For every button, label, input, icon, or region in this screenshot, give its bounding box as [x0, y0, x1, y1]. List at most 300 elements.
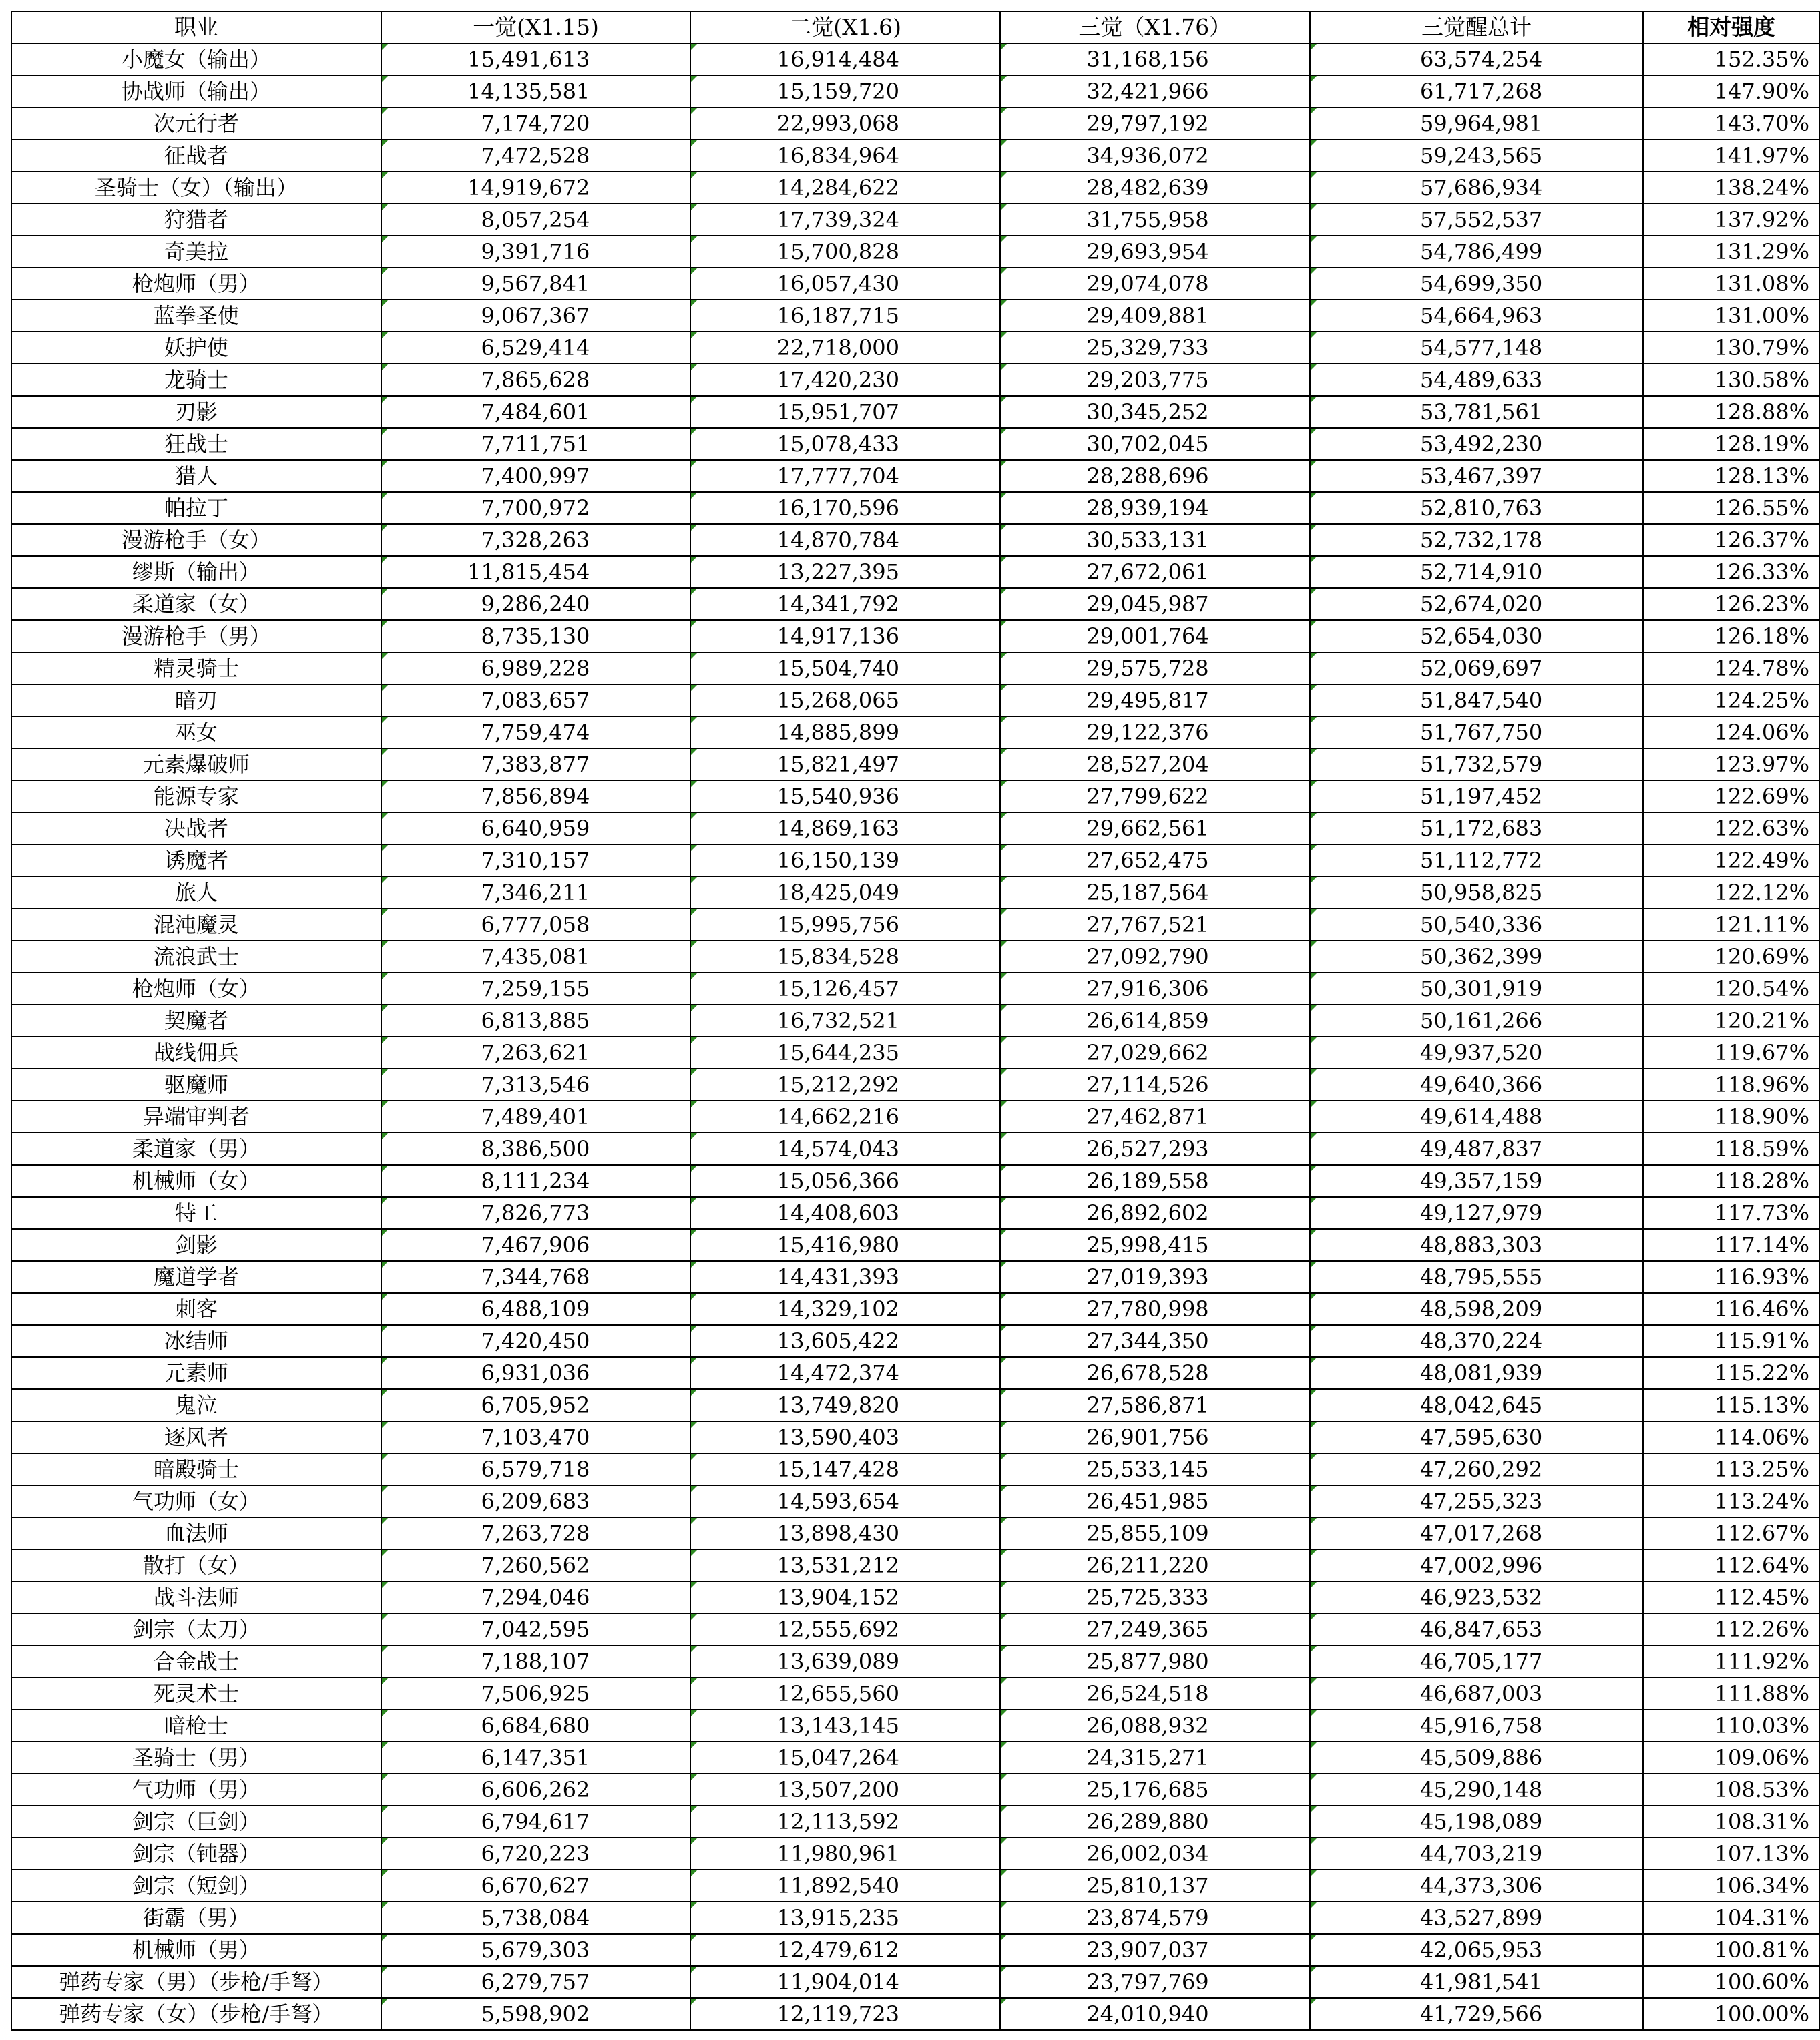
- cell-awakening-1[interactable]: 9,067,367: [381, 300, 691, 332]
- cell-class[interactable]: 血法师: [11, 1517, 381, 1549]
- header-relative-strength[interactable]: 相对强度: [1643, 11, 1819, 43]
- cell-awakening-3[interactable]: 23,797,769: [1000, 1966, 1310, 1998]
- cell-awakening-2[interactable]: 14,408,603: [690, 1197, 1000, 1229]
- cell-class[interactable]: 暗殿骑士: [11, 1453, 381, 1485]
- cell-total[interactable]: 50,161,266: [1310, 1005, 1644, 1037]
- cell-class[interactable]: 冰结师: [11, 1325, 381, 1357]
- cell-awakening-1[interactable]: 6,209,683: [381, 1485, 691, 1517]
- header-awakening-1[interactable]: 一觉(X1.15): [381, 11, 691, 43]
- cell-total[interactable]: 46,687,003: [1310, 1678, 1644, 1710]
- cell-class[interactable]: 战线佣兵: [11, 1037, 381, 1069]
- cell-awakening-1[interactable]: 11,815,454: [381, 556, 691, 588]
- cell-relative-strength[interactable]: 112.64%: [1643, 1549, 1819, 1581]
- cell-class[interactable]: 驱魔师: [11, 1069, 381, 1101]
- cell-awakening-2[interactable]: 12,119,723: [690, 1998, 1000, 2030]
- cell-awakening-2[interactable]: 15,821,497: [690, 748, 1000, 780]
- cell-class[interactable]: 龙骑士: [11, 364, 381, 396]
- cell-awakening-3[interactable]: 27,344,350: [1000, 1325, 1310, 1357]
- cell-awakening-3[interactable]: 26,527,293: [1000, 1133, 1310, 1165]
- cell-awakening-1[interactable]: 7,260,562: [381, 1549, 691, 1581]
- cell-awakening-1[interactable]: 6,529,414: [381, 332, 691, 364]
- cell-total[interactable]: 41,729,566: [1310, 1998, 1644, 2030]
- cell-awakening-2[interactable]: 15,700,828: [690, 236, 1000, 268]
- cell-class[interactable]: 战斗法师: [11, 1581, 381, 1613]
- cell-awakening-3[interactable]: 27,249,365: [1000, 1613, 1310, 1645]
- cell-awakening-2[interactable]: 15,056,366: [690, 1165, 1000, 1197]
- cell-awakening-3[interactable]: 27,586,871: [1000, 1389, 1310, 1421]
- cell-total[interactable]: 45,916,758: [1310, 1710, 1644, 1742]
- cell-class[interactable]: 混沌魔灵: [11, 909, 381, 941]
- cell-awakening-2[interactable]: 17,739,324: [690, 204, 1000, 236]
- cell-awakening-2[interactable]: 16,170,596: [690, 492, 1000, 524]
- cell-total[interactable]: 46,923,532: [1310, 1581, 1644, 1613]
- cell-total[interactable]: 51,197,452: [1310, 780, 1644, 812]
- cell-awakening-1[interactable]: 7,435,081: [381, 941, 691, 973]
- cell-relative-strength[interactable]: 123.97%: [1643, 748, 1819, 780]
- cell-class[interactable]: 逐风者: [11, 1421, 381, 1453]
- cell-awakening-3[interactable]: 26,451,985: [1000, 1485, 1310, 1517]
- cell-awakening-3[interactable]: 25,725,333: [1000, 1581, 1310, 1613]
- cell-relative-strength[interactable]: 112.45%: [1643, 1581, 1819, 1613]
- cell-total[interactable]: 53,781,561: [1310, 396, 1644, 428]
- cell-total[interactable]: 52,810,763: [1310, 492, 1644, 524]
- cell-class[interactable]: 气功师（男）: [11, 1774, 381, 1806]
- cell-awakening-2[interactable]: 14,870,784: [690, 524, 1000, 556]
- cell-total[interactable]: 53,467,397: [1310, 460, 1644, 492]
- cell-relative-strength[interactable]: 115.91%: [1643, 1325, 1819, 1357]
- cell-total[interactable]: 50,362,399: [1310, 941, 1644, 973]
- cell-awakening-1[interactable]: 7,400,997: [381, 460, 691, 492]
- cell-class[interactable]: 漫游枪手（男）: [11, 620, 381, 652]
- cell-total[interactable]: 47,255,323: [1310, 1485, 1644, 1517]
- cell-total[interactable]: 54,489,633: [1310, 364, 1644, 396]
- cell-class[interactable]: 街霸（男）: [11, 1902, 381, 1934]
- cell-total[interactable]: 51,172,683: [1310, 812, 1644, 844]
- cell-awakening-2[interactable]: 14,341,792: [690, 588, 1000, 620]
- cell-total[interactable]: 47,595,630: [1310, 1421, 1644, 1453]
- cell-awakening-1[interactable]: 6,813,885: [381, 1005, 691, 1037]
- cell-awakening-3[interactable]: 23,874,579: [1000, 1902, 1310, 1934]
- cell-awakening-2[interactable]: 12,113,592: [690, 1806, 1000, 1838]
- cell-relative-strength[interactable]: 118.90%: [1643, 1101, 1819, 1133]
- cell-awakening-3[interactable]: 29,045,987: [1000, 588, 1310, 620]
- cell-awakening-1[interactable]: 8,735,130: [381, 620, 691, 652]
- cell-class[interactable]: 异端审判者: [11, 1101, 381, 1133]
- cell-awakening-3[interactable]: 29,693,954: [1000, 236, 1310, 268]
- cell-awakening-3[interactable]: 29,203,775: [1000, 364, 1310, 396]
- cell-awakening-1[interactable]: 7,856,894: [381, 780, 691, 812]
- cell-relative-strength[interactable]: 122.12%: [1643, 876, 1819, 909]
- cell-relative-strength[interactable]: 120.54%: [1643, 973, 1819, 1005]
- cell-awakening-2[interactable]: 14,662,216: [690, 1101, 1000, 1133]
- cell-awakening-2[interactable]: 15,504,740: [690, 652, 1000, 684]
- cell-awakening-3[interactable]: 30,533,131: [1000, 524, 1310, 556]
- cell-relative-strength[interactable]: 120.21%: [1643, 1005, 1819, 1037]
- cell-awakening-3[interactable]: 30,702,045: [1000, 428, 1310, 460]
- cell-awakening-2[interactable]: 13,639,089: [690, 1645, 1000, 1678]
- cell-awakening-2[interactable]: 16,834,964: [690, 140, 1000, 172]
- cell-awakening-3[interactable]: 24,315,271: [1000, 1742, 1310, 1774]
- cell-awakening-1[interactable]: 15,491,613: [381, 43, 691, 75]
- cell-total[interactable]: 45,198,089: [1310, 1806, 1644, 1838]
- cell-awakening-2[interactable]: 15,268,065: [690, 684, 1000, 716]
- cell-total[interactable]: 45,509,886: [1310, 1742, 1644, 1774]
- cell-relative-strength[interactable]: 122.49%: [1643, 844, 1819, 876]
- cell-class[interactable]: 蓝拳圣使: [11, 300, 381, 332]
- cell-relative-strength[interactable]: 109.06%: [1643, 1742, 1819, 1774]
- cell-total[interactable]: 57,686,934: [1310, 172, 1644, 204]
- cell-total[interactable]: 48,598,209: [1310, 1293, 1644, 1325]
- cell-awakening-3[interactable]: 27,799,622: [1000, 780, 1310, 812]
- cell-total[interactable]: 49,357,159: [1310, 1165, 1644, 1197]
- cell-class[interactable]: 机械师（男）: [11, 1934, 381, 1966]
- cell-awakening-2[interactable]: 13,507,200: [690, 1774, 1000, 1806]
- cell-total[interactable]: 49,487,837: [1310, 1133, 1644, 1165]
- cell-awakening-3[interactable]: 27,029,662: [1000, 1037, 1310, 1069]
- cell-awakening-3[interactable]: 25,877,980: [1000, 1645, 1310, 1678]
- cell-awakening-2[interactable]: 11,980,961: [690, 1838, 1000, 1870]
- cell-awakening-3[interactable]: 27,767,521: [1000, 909, 1310, 941]
- cell-awakening-1[interactable]: 7,174,720: [381, 107, 691, 140]
- cell-relative-strength[interactable]: 117.73%: [1643, 1197, 1819, 1229]
- cell-total[interactable]: 51,767,750: [1310, 716, 1644, 748]
- cell-awakening-3[interactable]: 29,495,817: [1000, 684, 1310, 716]
- cell-awakening-1[interactable]: 7,759,474: [381, 716, 691, 748]
- cell-awakening-3[interactable]: 29,662,561: [1000, 812, 1310, 844]
- cell-awakening-1[interactable]: 6,579,718: [381, 1453, 691, 1485]
- cell-awakening-1[interactable]: 7,313,546: [381, 1069, 691, 1101]
- cell-awakening-3[interactable]: 31,755,958: [1000, 204, 1310, 236]
- cell-awakening-1[interactable]: 5,679,303: [381, 1934, 691, 1966]
- cell-relative-strength[interactable]: 122.63%: [1643, 812, 1819, 844]
- cell-awakening-2[interactable]: 11,904,014: [690, 1966, 1000, 1998]
- cell-awakening-3[interactable]: 25,810,137: [1000, 1870, 1310, 1902]
- cell-relative-strength[interactable]: 126.37%: [1643, 524, 1819, 556]
- cell-awakening-2[interactable]: 16,187,715: [690, 300, 1000, 332]
- cell-awakening-3[interactable]: 34,936,072: [1000, 140, 1310, 172]
- cell-total[interactable]: 50,958,825: [1310, 876, 1644, 909]
- cell-relative-strength[interactable]: 114.06%: [1643, 1421, 1819, 1453]
- cell-class[interactable]: 次元行者: [11, 107, 381, 140]
- cell-class[interactable]: 刺客: [11, 1293, 381, 1325]
- cell-awakening-2[interactable]: 13,749,820: [690, 1389, 1000, 1421]
- cell-total[interactable]: 54,699,350: [1310, 268, 1644, 300]
- cell-awakening-3[interactable]: 27,672,061: [1000, 556, 1310, 588]
- cell-total[interactable]: 61,717,268: [1310, 75, 1644, 107]
- cell-class[interactable]: 奇美拉: [11, 236, 381, 268]
- cell-awakening-3[interactable]: 32,421,966: [1000, 75, 1310, 107]
- cell-relative-strength[interactable]: 117.14%: [1643, 1229, 1819, 1261]
- cell-awakening-1[interactable]: 7,472,528: [381, 140, 691, 172]
- cell-class[interactable]: 巫女: [11, 716, 381, 748]
- header-total[interactable]: 三觉醒总计: [1310, 11, 1644, 43]
- cell-awakening-3[interactable]: 29,409,881: [1000, 300, 1310, 332]
- cell-class[interactable]: 狩猎者: [11, 204, 381, 236]
- cell-awakening-2[interactable]: 16,732,521: [690, 1005, 1000, 1037]
- cell-relative-strength[interactable]: 100.60%: [1643, 1966, 1819, 1998]
- cell-awakening-2[interactable]: 14,329,102: [690, 1293, 1000, 1325]
- cell-relative-strength[interactable]: 100.00%: [1643, 1998, 1819, 2030]
- cell-total[interactable]: 63,574,254: [1310, 43, 1644, 75]
- cell-awakening-3[interactable]: 29,797,192: [1000, 107, 1310, 140]
- cell-awakening-2[interactable]: 14,472,374: [690, 1357, 1000, 1389]
- cell-class[interactable]: 圣骑士（女）（输出）: [11, 172, 381, 204]
- cell-awakening-3[interactable]: 27,916,306: [1000, 973, 1310, 1005]
- cell-awakening-3[interactable]: 29,074,078: [1000, 268, 1310, 300]
- cell-awakening-2[interactable]: 13,605,422: [690, 1325, 1000, 1357]
- cell-class[interactable]: 决战者: [11, 812, 381, 844]
- cell-awakening-3[interactable]: 27,114,526: [1000, 1069, 1310, 1101]
- cell-awakening-2[interactable]: 13,915,235: [690, 1902, 1000, 1934]
- cell-awakening-3[interactable]: 25,329,733: [1000, 332, 1310, 364]
- cell-class[interactable]: 猎人: [11, 460, 381, 492]
- cell-awakening-1[interactable]: 7,700,972: [381, 492, 691, 524]
- cell-relative-strength[interactable]: 120.69%: [1643, 941, 1819, 973]
- cell-awakening-3[interactable]: 29,575,728: [1000, 652, 1310, 684]
- cell-awakening-1[interactable]: 14,919,672: [381, 172, 691, 204]
- cell-total[interactable]: 41,981,541: [1310, 1966, 1644, 1998]
- cell-awakening-3[interactable]: 28,482,639: [1000, 172, 1310, 204]
- cell-awakening-1[interactable]: 7,484,601: [381, 396, 691, 428]
- cell-total[interactable]: 52,732,178: [1310, 524, 1644, 556]
- cell-awakening-1[interactable]: 7,259,155: [381, 973, 691, 1005]
- cell-relative-strength[interactable]: 108.53%: [1643, 1774, 1819, 1806]
- cell-total[interactable]: 52,654,030: [1310, 620, 1644, 652]
- cell-awakening-2[interactable]: 15,644,235: [690, 1037, 1000, 1069]
- cell-awakening-2[interactable]: 15,147,428: [690, 1453, 1000, 1485]
- cell-awakening-1[interactable]: 6,279,757: [381, 1966, 691, 1998]
- cell-awakening-1[interactable]: 8,386,500: [381, 1133, 691, 1165]
- cell-class[interactable]: 暗刃: [11, 684, 381, 716]
- cell-awakening-1[interactable]: 7,294,046: [381, 1581, 691, 1613]
- cell-relative-strength[interactable]: 131.00%: [1643, 300, 1819, 332]
- cell-relative-strength[interactable]: 138.24%: [1643, 172, 1819, 204]
- cell-total[interactable]: 51,112,772: [1310, 844, 1644, 876]
- cell-awakening-3[interactable]: 29,122,376: [1000, 716, 1310, 748]
- cell-relative-strength[interactable]: 104.31%: [1643, 1902, 1819, 1934]
- cell-class[interactable]: 机械师（女）: [11, 1165, 381, 1197]
- cell-awakening-1[interactable]: 7,346,211: [381, 876, 691, 909]
- cell-relative-strength[interactable]: 143.70%: [1643, 107, 1819, 140]
- cell-total[interactable]: 45,290,148: [1310, 1774, 1644, 1806]
- cell-total[interactable]: 54,664,963: [1310, 300, 1644, 332]
- cell-awakening-1[interactable]: 7,263,728: [381, 1517, 691, 1549]
- cell-awakening-2[interactable]: 15,540,936: [690, 780, 1000, 812]
- cell-awakening-2[interactable]: 14,284,622: [690, 172, 1000, 204]
- cell-awakening-1[interactable]: 9,391,716: [381, 236, 691, 268]
- cell-awakening-2[interactable]: 15,078,433: [690, 428, 1000, 460]
- cell-awakening-3[interactable]: 26,678,528: [1000, 1357, 1310, 1389]
- cell-class[interactable]: 狂战士: [11, 428, 381, 460]
- cell-awakening-3[interactable]: 25,533,145: [1000, 1453, 1310, 1485]
- cell-relative-strength[interactable]: 115.13%: [1643, 1389, 1819, 1421]
- cell-awakening-3[interactable]: 26,892,602: [1000, 1197, 1310, 1229]
- cell-awakening-2[interactable]: 15,951,707: [690, 396, 1000, 428]
- cell-total[interactable]: 50,540,336: [1310, 909, 1644, 941]
- cell-awakening-1[interactable]: 6,931,036: [381, 1357, 691, 1389]
- cell-total[interactable]: 49,614,488: [1310, 1101, 1644, 1133]
- cell-class[interactable]: 缪斯（输出）: [11, 556, 381, 588]
- cell-awakening-1[interactable]: 6,488,109: [381, 1293, 691, 1325]
- cell-class[interactable]: 妖护使: [11, 332, 381, 364]
- cell-total[interactable]: 49,937,520: [1310, 1037, 1644, 1069]
- cell-awakening-3[interactable]: 27,652,475: [1000, 844, 1310, 876]
- cell-awakening-2[interactable]: 12,555,692: [690, 1613, 1000, 1645]
- cell-total[interactable]: 59,243,565: [1310, 140, 1644, 172]
- cell-class[interactable]: 气功师（女）: [11, 1485, 381, 1517]
- cell-awakening-2[interactable]: 22,718,000: [690, 332, 1000, 364]
- cell-awakening-1[interactable]: 7,042,595: [381, 1613, 691, 1645]
- cell-awakening-1[interactable]: 7,506,925: [381, 1678, 691, 1710]
- cell-awakening-1[interactable]: 6,720,223: [381, 1838, 691, 1870]
- cell-class[interactable]: 圣骑士（男）: [11, 1742, 381, 1774]
- cell-relative-strength[interactable]: 100.81%: [1643, 1934, 1819, 1966]
- cell-relative-strength[interactable]: 141.97%: [1643, 140, 1819, 172]
- cell-awakening-2[interactable]: 22,993,068: [690, 107, 1000, 140]
- cell-relative-strength[interactable]: 116.93%: [1643, 1261, 1819, 1293]
- cell-class[interactable]: 柔道家（女）: [11, 588, 381, 620]
- cell-class[interactable]: 暗枪士: [11, 1710, 381, 1742]
- cell-total[interactable]: 46,847,653: [1310, 1613, 1644, 1645]
- cell-awakening-2[interactable]: 15,126,457: [690, 973, 1000, 1005]
- cell-class[interactable]: 帕拉丁: [11, 492, 381, 524]
- cell-relative-strength[interactable]: 118.59%: [1643, 1133, 1819, 1165]
- cell-total[interactable]: 54,577,148: [1310, 332, 1644, 364]
- cell-awakening-3[interactable]: 27,780,998: [1000, 1293, 1310, 1325]
- cell-total[interactable]: 48,795,555: [1310, 1261, 1644, 1293]
- cell-awakening-3[interactable]: 27,019,393: [1000, 1261, 1310, 1293]
- cell-relative-strength[interactable]: 152.35%: [1643, 43, 1819, 75]
- cell-awakening-2[interactable]: 15,834,528: [690, 941, 1000, 973]
- cell-awakening-2[interactable]: 13,531,212: [690, 1549, 1000, 1581]
- cell-awakening-3[interactable]: 24,010,940: [1000, 1998, 1310, 2030]
- cell-awakening-2[interactable]: 11,892,540: [690, 1870, 1000, 1902]
- cell-awakening-1[interactable]: 8,111,234: [381, 1165, 691, 1197]
- cell-relative-strength[interactable]: 128.13%: [1643, 460, 1819, 492]
- cell-class[interactable]: 漫游枪手（女）: [11, 524, 381, 556]
- cell-awakening-1[interactable]: 6,684,680: [381, 1710, 691, 1742]
- cell-class[interactable]: 小魔女（输出）: [11, 43, 381, 75]
- cell-relative-strength[interactable]: 111.88%: [1643, 1678, 1819, 1710]
- cell-relative-strength[interactable]: 107.13%: [1643, 1838, 1819, 1870]
- header-awakening-2[interactable]: 二觉(X1.6): [690, 11, 1000, 43]
- cell-awakening-3[interactable]: 26,524,518: [1000, 1678, 1310, 1710]
- cell-class[interactable]: 合金战士: [11, 1645, 381, 1678]
- cell-relative-strength[interactable]: 121.11%: [1643, 909, 1819, 941]
- cell-relative-strength[interactable]: 126.18%: [1643, 620, 1819, 652]
- cell-class[interactable]: 剑宗（太刀）: [11, 1613, 381, 1645]
- cell-awakening-2[interactable]: 14,917,136: [690, 620, 1000, 652]
- cell-class[interactable]: 枪炮师（女）: [11, 973, 381, 1005]
- cell-relative-strength[interactable]: 128.88%: [1643, 396, 1819, 428]
- cell-awakening-2[interactable]: 16,150,139: [690, 844, 1000, 876]
- cell-relative-strength[interactable]: 131.29%: [1643, 236, 1819, 268]
- cell-awakening-1[interactable]: 7,711,751: [381, 428, 691, 460]
- cell-relative-strength[interactable]: 124.25%: [1643, 684, 1819, 716]
- cell-class[interactable]: 散打（女）: [11, 1549, 381, 1581]
- cell-awakening-2[interactable]: 15,212,292: [690, 1069, 1000, 1101]
- cell-total[interactable]: 54,786,499: [1310, 236, 1644, 268]
- cell-relative-strength[interactable]: 110.03%: [1643, 1710, 1819, 1742]
- cell-awakening-1[interactable]: 7,188,107: [381, 1645, 691, 1678]
- cell-awakening-2[interactable]: 17,777,704: [690, 460, 1000, 492]
- cell-class[interactable]: 死灵术士: [11, 1678, 381, 1710]
- cell-total[interactable]: 49,640,366: [1310, 1069, 1644, 1101]
- cell-relative-strength[interactable]: 126.23%: [1643, 588, 1819, 620]
- cell-awakening-1[interactable]: 9,286,240: [381, 588, 691, 620]
- cell-relative-strength[interactable]: 111.92%: [1643, 1645, 1819, 1678]
- cell-class[interactable]: 魔道学者: [11, 1261, 381, 1293]
- cell-class[interactable]: 诱魔者: [11, 844, 381, 876]
- cell-awakening-2[interactable]: 16,914,484: [690, 43, 1000, 75]
- cell-awakening-1[interactable]: 5,598,902: [381, 1998, 691, 2030]
- cell-relative-strength[interactable]: 112.67%: [1643, 1517, 1819, 1549]
- cell-total[interactable]: 42,065,953: [1310, 1934, 1644, 1966]
- cell-relative-strength[interactable]: 131.08%: [1643, 268, 1819, 300]
- cell-awakening-2[interactable]: 13,904,152: [690, 1581, 1000, 1613]
- cell-awakening-3[interactable]: 28,288,696: [1000, 460, 1310, 492]
- cell-awakening-1[interactable]: 7,310,157: [381, 844, 691, 876]
- cell-total[interactable]: 50,301,919: [1310, 973, 1644, 1005]
- cell-awakening-3[interactable]: 26,189,558: [1000, 1165, 1310, 1197]
- cell-awakening-1[interactable]: 6,794,617: [381, 1806, 691, 1838]
- cell-relative-strength[interactable]: 106.34%: [1643, 1870, 1819, 1902]
- cell-class[interactable]: 元素师: [11, 1357, 381, 1389]
- cell-total[interactable]: 52,714,910: [1310, 556, 1644, 588]
- cell-total[interactable]: 51,847,540: [1310, 684, 1644, 716]
- cell-total[interactable]: 48,883,303: [1310, 1229, 1644, 1261]
- cell-awakening-3[interactable]: 25,998,415: [1000, 1229, 1310, 1261]
- cell-relative-strength[interactable]: 112.26%: [1643, 1613, 1819, 1645]
- cell-awakening-2[interactable]: 13,898,430: [690, 1517, 1000, 1549]
- cell-total[interactable]: 48,042,645: [1310, 1389, 1644, 1421]
- cell-awakening-2[interactable]: 15,047,264: [690, 1742, 1000, 1774]
- cell-relative-strength[interactable]: 113.24%: [1643, 1485, 1819, 1517]
- cell-awakening-2[interactable]: 15,416,980: [690, 1229, 1000, 1261]
- cell-awakening-1[interactable]: 7,467,906: [381, 1229, 691, 1261]
- cell-awakening-1[interactable]: 6,705,952: [381, 1389, 691, 1421]
- cell-awakening-1[interactable]: 7,083,657: [381, 684, 691, 716]
- cell-relative-strength[interactable]: 130.58%: [1643, 364, 1819, 396]
- cell-class[interactable]: 精灵骑士: [11, 652, 381, 684]
- cell-awakening-2[interactable]: 14,431,393: [690, 1261, 1000, 1293]
- cell-relative-strength[interactable]: 122.69%: [1643, 780, 1819, 812]
- cell-relative-strength[interactable]: 119.67%: [1643, 1037, 1819, 1069]
- cell-awakening-1[interactable]: 9,567,841: [381, 268, 691, 300]
- cell-awakening-3[interactable]: 26,211,220: [1000, 1549, 1310, 1581]
- cell-class[interactable]: 弹药专家（男）（步枪/手弩）: [11, 1966, 381, 1998]
- cell-awakening-2[interactable]: 13,143,145: [690, 1710, 1000, 1742]
- cell-awakening-1[interactable]: 6,606,262: [381, 1774, 691, 1806]
- cell-awakening-2[interactable]: 18,425,049: [690, 876, 1000, 909]
- cell-relative-strength[interactable]: 116.46%: [1643, 1293, 1819, 1325]
- cell-class[interactable]: 契魔者: [11, 1005, 381, 1037]
- cell-relative-strength[interactable]: 108.31%: [1643, 1806, 1819, 1838]
- cell-class[interactable]: 特工: [11, 1197, 381, 1229]
- cell-relative-strength[interactable]: 126.33%: [1643, 556, 1819, 588]
- cell-awakening-3[interactable]: 29,001,764: [1000, 620, 1310, 652]
- cell-class[interactable]: 柔道家（男）: [11, 1133, 381, 1165]
- cell-awakening-3[interactable]: 26,002,034: [1000, 1838, 1310, 1870]
- cell-total[interactable]: 57,552,537: [1310, 204, 1644, 236]
- cell-awakening-2[interactable]: 16,057,430: [690, 268, 1000, 300]
- cell-awakening-2[interactable]: 13,227,395: [690, 556, 1000, 588]
- cell-awakening-1[interactable]: 7,826,773: [381, 1197, 691, 1229]
- cell-awakening-1[interactable]: 7,420,450: [381, 1325, 691, 1357]
- cell-awakening-1[interactable]: 8,057,254: [381, 204, 691, 236]
- cell-awakening-1[interactable]: 7,263,621: [381, 1037, 691, 1069]
- cell-class[interactable]: 弹药专家（女）（步枪/手弩）: [11, 1998, 381, 2030]
